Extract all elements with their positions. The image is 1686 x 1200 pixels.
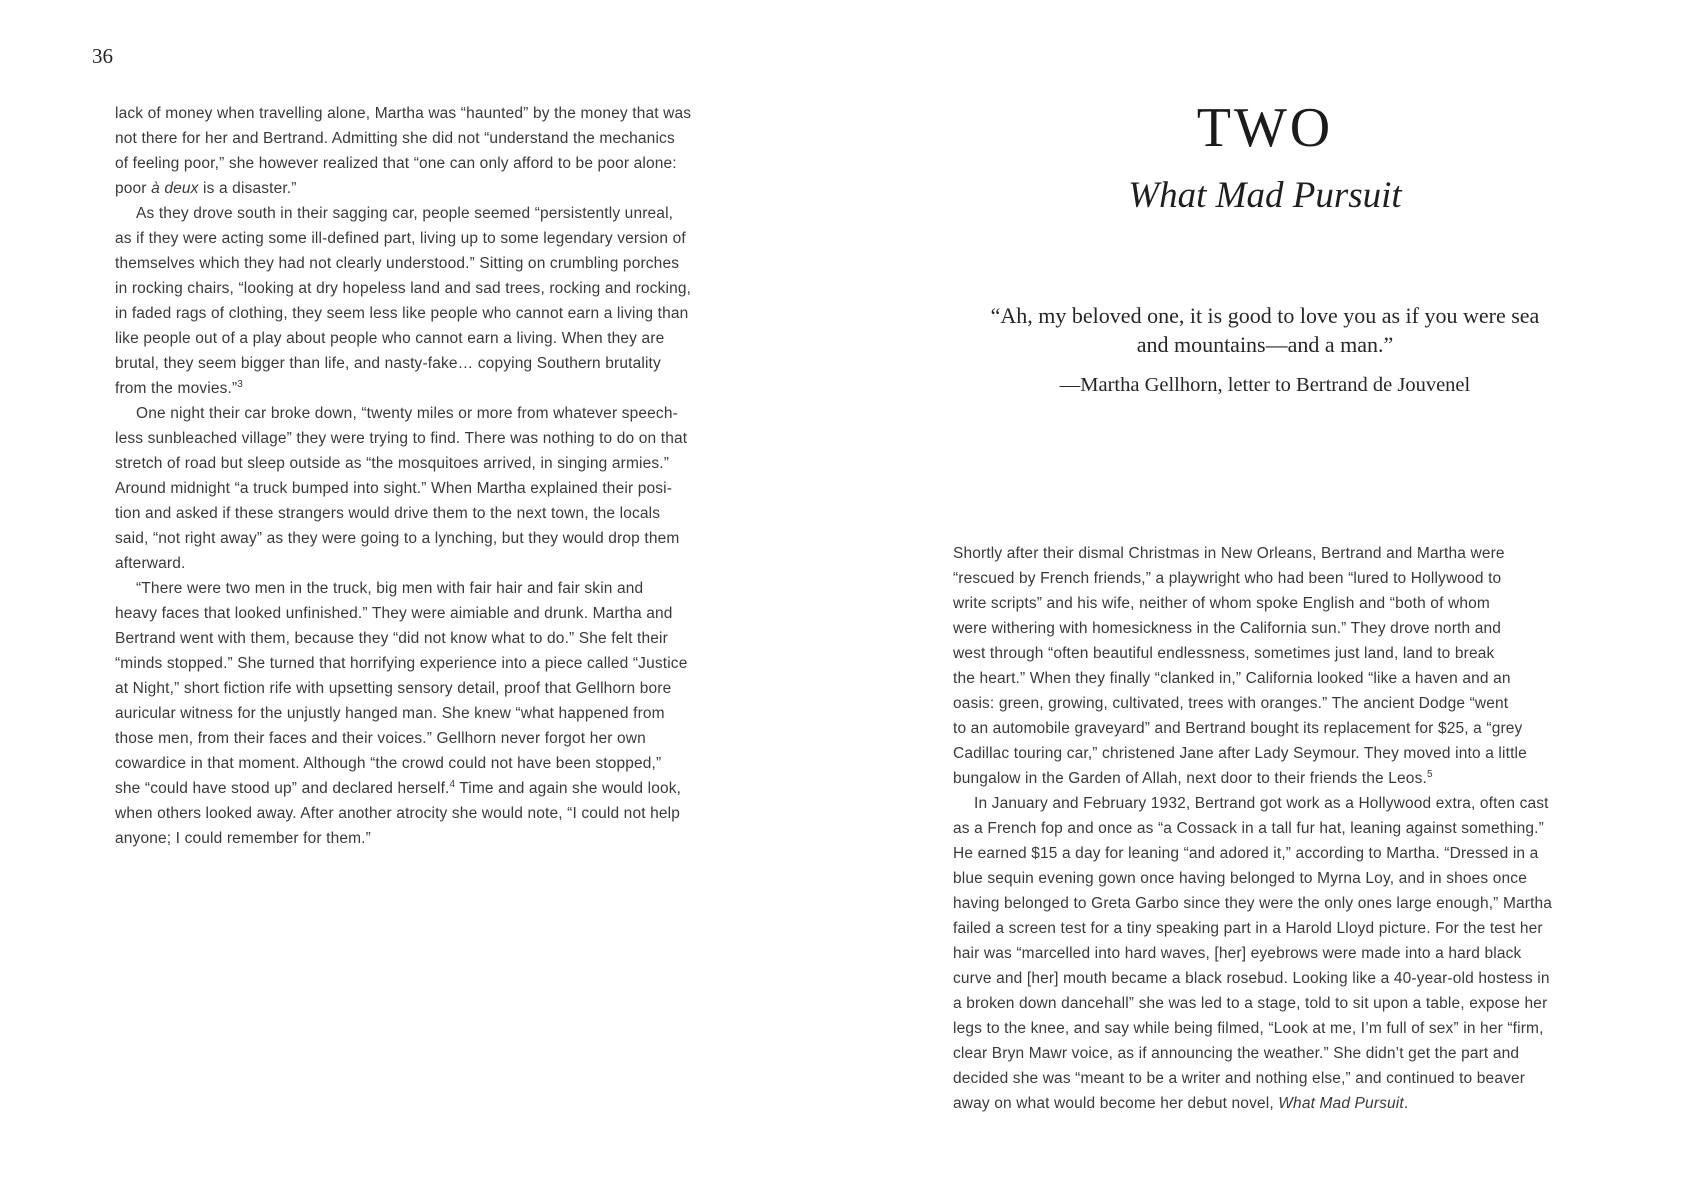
text-line: at Night,” short fiction rife with upsetting sensory detail, proof that Gellhorn bore: [115, 680, 672, 697]
right-page-body-text: [953, 541, 1553, 1116]
text-line: to an automobile graveyard” and Bertrand bought its replacement for $25, a “grey: [953, 720, 1523, 737]
text-line: as a French fop and once as “a Cossack in a tall fur hat, leaning against something.”: [953, 820, 1544, 837]
text-line: themselves which they had not clearly understood.” Sitting on crumbling porches: [115, 255, 680, 272]
text-line: as if they were acting some ill-defined part, living up to some legendary version of: [115, 230, 686, 247]
text-line: “There were two men in the truck, big men with fair hair and fair skin and: [136, 580, 644, 597]
text-line: Around midnight “a truck bumped into sight.” When Martha explained their posi-: [115, 480, 673, 497]
text-line: cowardice in that moment. Although “the crowd could not have been stopped,”: [115, 755, 662, 772]
text-line: heavy faces that looked unfinished.” They were aimiable and drunk. Martha and: [115, 605, 673, 622]
text-line: a broken down dancehall” she was led to a stage, told to sit upon a table, expose her: [953, 995, 1548, 1012]
text-line: failed a screen test for a tiny speaking part in a Harold Lloyd picture. For the test her: [953, 920, 1543, 937]
text-line: said, “not right away” as they were going to a lynching, but they would drop them: [115, 530, 680, 547]
text-line: not there for her and Bertrand. Admitting she did not “understand the mechanics: [115, 130, 675, 147]
text-line: bungalow in the Garden of Allah, next door to their friends the Leos.$^5$: [953, 768, 1433, 787]
text-line: west through “often beautiful endlessness, sometimes just land, land to break: [953, 645, 1495, 662]
text-line: in faded rags of clothing, they seem less like people who cannot earn a living than: [115, 305, 689, 322]
text-line: afterward.: [115, 555, 186, 572]
text-line: Shortly after their dismal Christmas in New Orleans, Bertrand and Martha were: [953, 545, 1505, 562]
paragraph: [115, 401, 727, 576]
text-line: from the movies.”$^3$: [115, 378, 243, 397]
text-line: In January and February 1932, Bertrand got work as a Hollywood extra, often cast: [974, 795, 1549, 812]
text-line: auricular witness for the unjustly hanged man. She knew “what happened from: [115, 705, 665, 722]
paragraph: [115, 576, 727, 851]
text-line: away on what would become her debut novel, What Mad Pursuit.: [953, 1095, 1409, 1112]
text-line: in rocking chairs, “looking at dry hopeless land and sad trees, rocking and rocking,: [115, 280, 692, 297]
text-line: were withering with homesickness in the California sun.” They drove north and: [953, 620, 1502, 637]
text-line: hair was “marcelled into hard waves, [her] eyebrows were made into a hard black: [953, 945, 1522, 962]
epigraph-attribution: —Martha Gellhorn, letter to Bertrand de Jouvenel: [1059, 374, 1471, 396]
epigraph: [940, 301, 1590, 359]
text-line: blue sequin evening gown once having belonged to Myrna Loy, and in shoes once: [953, 870, 1527, 887]
chapter-title: What Mad Pursuit: [1128, 175, 1402, 216]
epigraph-line: and mountains—and a man.”: [1136, 332, 1394, 357]
page-number: 36: [92, 44, 113, 68]
text-line: decided she was “meant to be a writer and nothing else,” and continued to beaver: [953, 1070, 1526, 1087]
text-line: stretch of road but sleep outside as “the mosquitoes arrived, in singing armies.”: [115, 455, 670, 472]
text-line: As they drove south in their sagging car, people seemed “persistently unreal,: [136, 205, 674, 222]
text-line: less sunbleached village” they were trying to find. There was nothing to do on that: [115, 430, 688, 447]
paragraph: [115, 101, 727, 201]
text-line: those men, from their faces and their voices.” Gellhorn never forgot her own: [115, 730, 646, 747]
text-line: Cadillac touring car,” christened Jane after Lady Seymour. They moved into a little: [953, 745, 1527, 762]
text-line: “rescued by French friends,” a playwright who had been “lured to Hollywood to: [953, 570, 1502, 587]
text-line: clear Bryn Mawr voice, as if announcing the weather.” She didn’t get the part and: [953, 1045, 1520, 1062]
text-line: when others looked away. After another atrocity she would note, “I could not help: [115, 805, 681, 822]
text-line: “minds stopped.” She turned that horrifying experience into a piece called “Justice: [115, 655, 688, 672]
paragraph: [115, 201, 727, 401]
epigraph-line: “Ah, my beloved one, it is good to love you as if you were sea: [990, 303, 1540, 328]
text-line: brutal, they seem bigger than life, and nasty-fake… copying Southern brutality: [115, 355, 661, 372]
text-line: legs to the knee, and say while being filmed, “Look at me, I’m full of sex” in her “firm,: [953, 1020, 1544, 1037]
chapter-number: TWO: [1196, 97, 1334, 159]
text-line: tion and asked if these strangers would drive them to the next town, the locals: [115, 505, 661, 522]
text-line: One night their car broke down, “twenty miles or more from whatever speech-: [136, 405, 678, 422]
text-line: oasis: green, growing, cultivated, trees with oranges.” The ancient Dodge “went: [953, 695, 1509, 712]
text-line: Bertrand went with them, because they “did not know what to do.” She felt their: [115, 630, 668, 647]
text-line: He earned $15 a day for leaning “and adored it,” according to Martha. “Dressed in a: [953, 845, 1539, 862]
text-line: anyone; I could remember for them.”: [115, 830, 371, 847]
text-line: she “could have stood up” and declared herself.$^4$ Time and again she would look,: [115, 778, 682, 797]
text-line: the heart.” When they finally “clanked in,” California looked “like a haven and an: [953, 670, 1511, 687]
text-line: curve and [her] mouth became a black rosebud. Looking like a 40-year-old hostess in: [953, 970, 1550, 987]
text-line: of feeling poor,” she however realized that “one can only afford to be poor alone:: [115, 155, 677, 172]
text-line: like people out of a play about people who cannot earn a living. When they are: [115, 330, 665, 347]
text-line: poor à deux is a disaster.”: [115, 180, 297, 197]
text-line: write scripts” and his wife, neither of whom spoke English and “both of whom: [953, 595, 1490, 612]
text-line: having belonged to Greta Garbo since they were the only ones large enough,” Martha: [953, 895, 1553, 912]
paragraph: [953, 541, 1553, 791]
text-line: lack of money when travelling alone, Martha was “haunted” by the money that was: [115, 105, 692, 122]
left-page-body-text: [115, 101, 727, 851]
paragraph: [953, 791, 1553, 1116]
